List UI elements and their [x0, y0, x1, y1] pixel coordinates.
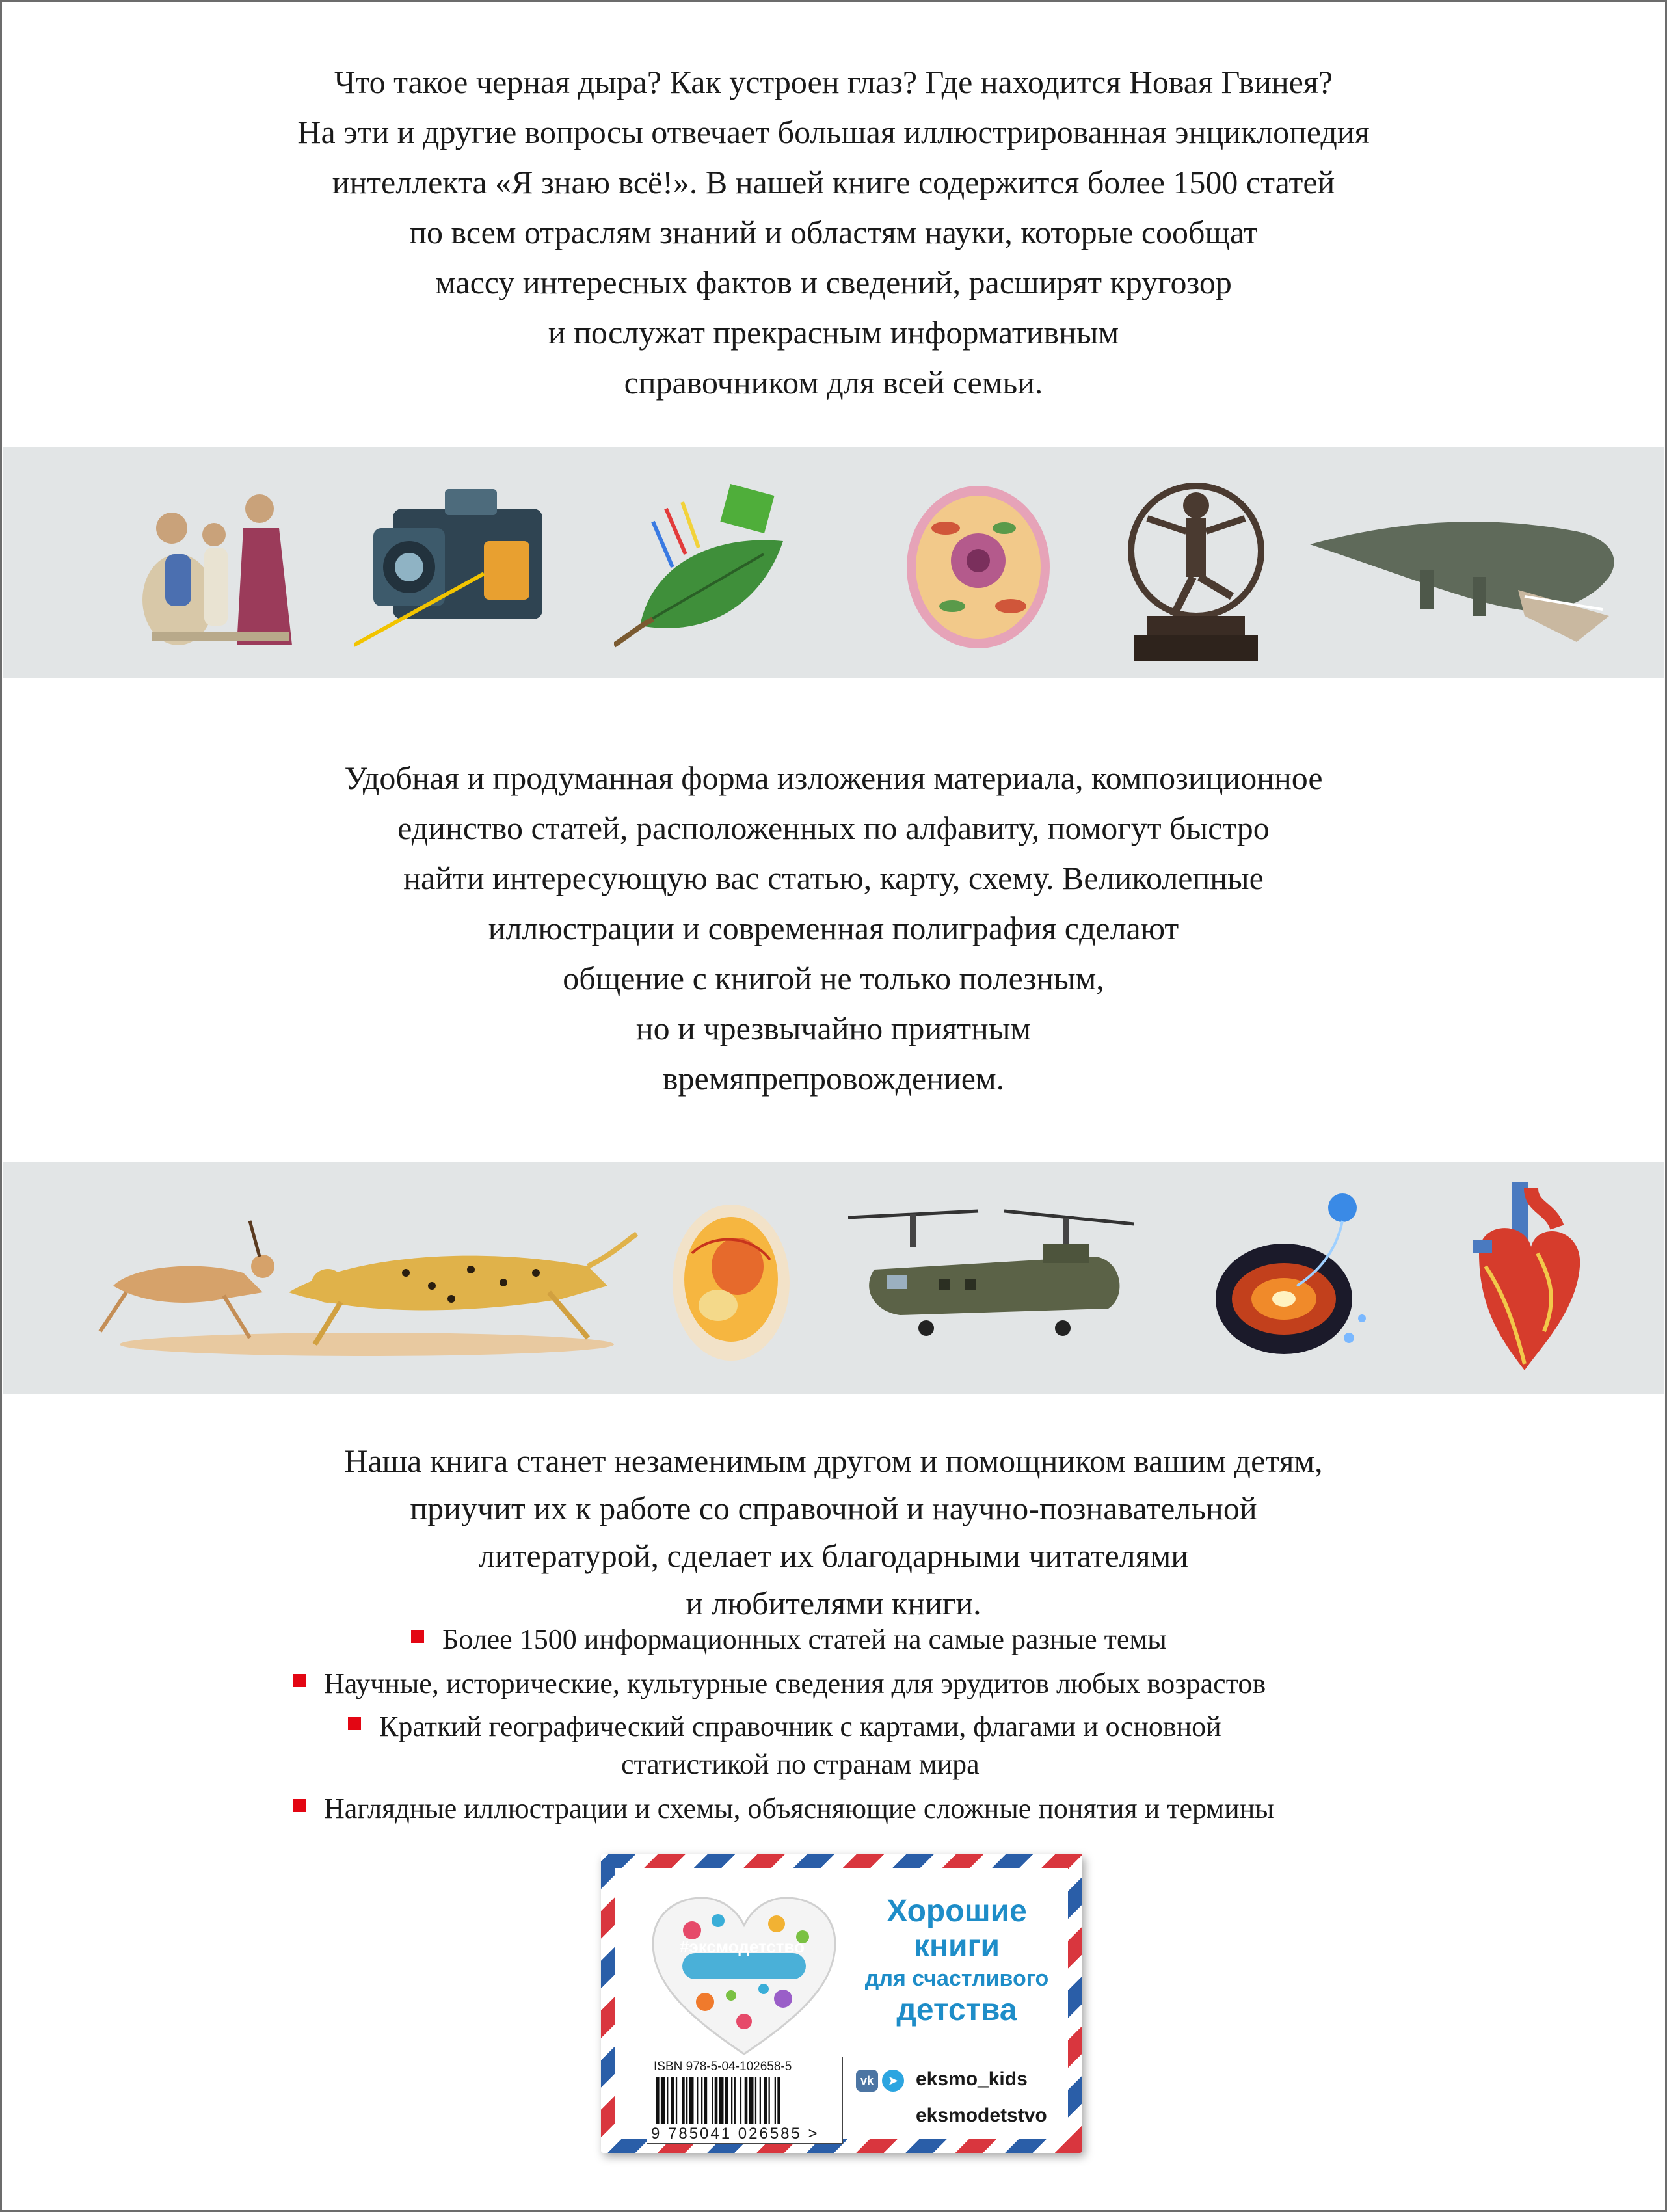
barcode-bar — [697, 2077, 698, 2124]
telegram-icon[interactable]: ➤ — [882, 2070, 904, 2092]
heart-illustration — [1460, 1182, 1596, 1377]
barcode-bar — [719, 2077, 724, 2124]
intro-line: На эти и другие вопросы отвечает большая иллюстрированная энциклопедия — [297, 114, 1370, 150]
middle-paragraph — [0, 753, 1667, 1104]
feature-text: Более 1500 информационных статей на самые разные темы — [442, 1623, 1167, 1655]
camera-cutaway-illustration — [354, 483, 562, 652]
barcode-icon — [654, 2077, 836, 2124]
closing-line: Наша книга станет незаменимым другом и помощником вашим детям, — [344, 1443, 1323, 1479]
barcode-bar — [689, 2077, 694, 2124]
closing-paragraph — [0, 1437, 1667, 1627]
illustration-band-bottom — [3, 1162, 1664, 1394]
barcode-bar — [745, 2077, 748, 2124]
intro-paragraph — [0, 57, 1667, 408]
barcode-bar — [686, 2077, 687, 2124]
barcode-bar — [712, 2077, 713, 2124]
cell-illustration — [900, 483, 1056, 652]
leaf-photosynthesis-illustration — [614, 483, 803, 652]
barcode-number: 9 785041 026585 > — [651, 2125, 820, 2142]
ancient-romans-illustration — [139, 483, 302, 652]
bullet-square-icon — [293, 1799, 306, 1812]
middle-line: времяпрепровождением. — [662, 1060, 1005, 1097]
barcode-bar — [769, 2077, 770, 2124]
card-body — [615, 1868, 1068, 2142]
barcode-bar — [731, 2077, 732, 2124]
intro-line: интеллекта «Я знаю всё!». В нашей книге содержится более 1500 статей — [332, 164, 1335, 200]
hashtag-label: #эксмодетство — [679, 1937, 805, 1956]
social-handle[interactable]: eksmo_kids — [916, 2068, 1028, 2090]
galaxy-illustration — [1212, 1188, 1375, 1370]
bullet-square-icon — [348, 1717, 361, 1730]
slogan — [856, 1894, 1058, 2028]
intro-line: массу интересных фактов и сведений, расширят кругозор — [435, 264, 1232, 300]
feature-item — [324, 1665, 1266, 1703]
barcode-bar — [667, 2077, 668, 2124]
barcode-bar — [734, 2077, 736, 2124]
middle-line: иллюстрации и современная полиграфия сделают — [488, 910, 1179, 946]
vk-icon[interactable]: vk — [856, 2070, 878, 2092]
middle-line: но и чрезвычайно приятным — [635, 1010, 1032, 1046]
crocodile-illustration — [1303, 486, 1629, 648]
slogan-line: детства — [896, 1993, 1017, 2027]
helicopter-illustration — [848, 1198, 1134, 1348]
bullet-square-icon — [411, 1630, 424, 1643]
feature-item — [379, 1708, 1221, 1783]
middle-line: Удобная и продуманная форма изложения материала, композиционное — [344, 760, 1323, 796]
barcode-bar — [764, 2077, 767, 2124]
middle-line: найти интересующую вас статью, карту, схему. Великолепные — [403, 860, 1264, 896]
barcode-bar — [656, 2077, 660, 2124]
barcode-bar — [661, 2077, 665, 2124]
intro-line: справочником для всей семьи. — [624, 364, 1043, 401]
shiva-statue-illustration — [1121, 453, 1271, 668]
social-links — [856, 2068, 1064, 2126]
barcode-bar — [749, 2077, 754, 2124]
feature-text: Научные, исторические, культурные сведения для эрудитов любых возрастов — [324, 1668, 1266, 1699]
intro-line: по всем отраслям знаний и областям науки, которые сообщат — [409, 214, 1258, 250]
feature-item — [324, 1790, 1274, 1828]
barcode-bar — [755, 2077, 756, 2124]
heart-logo-icon — [647, 1891, 842, 2060]
site-handle[interactable]: eksmodetstvo — [916, 2105, 1047, 2126]
middle-line: общение с книгой не только полезным, — [563, 960, 1104, 996]
barcode-bar — [760, 2077, 761, 2124]
isbn-block — [647, 2057, 843, 2144]
feature-text: Краткий географический справочник с картами, флагами и основной — [379, 1711, 1221, 1742]
barcode-bar — [701, 2077, 702, 2124]
barcode-bar — [704, 2077, 708, 2124]
isbn-text: ISBN 978-5-04-102658-5 — [654, 2060, 792, 2073]
slogan-line: книги — [913, 1929, 1000, 1964]
cheetah-gazelle-illustration — [94, 1195, 640, 1364]
intro-line: и послужат прекрасным информативным — [548, 314, 1119, 351]
barcode-bar — [682, 2077, 685, 2124]
slogan-line: Хорошие — [887, 1894, 1027, 1928]
barcode-bar — [775, 2077, 776, 2124]
intro-line: Что такое черная дыра? Как устроен глаз? Где находится Новая Гвинея? — [334, 64, 1333, 100]
barcode-bar — [725, 2077, 728, 2124]
bullet-square-icon — [293, 1674, 306, 1687]
barcode-bar — [740, 2077, 741, 2124]
barcode-bar — [715, 2077, 718, 2124]
feature-item — [442, 1621, 1167, 1659]
barcode-bar — [671, 2077, 674, 2124]
egg-embryo-illustration — [666, 1195, 796, 1364]
barcode-bar — [777, 2077, 780, 2124]
closing-line: литературой, сделает их благодарными читателями — [478, 1538, 1189, 1574]
slogan-line: для счастливого — [864, 1966, 1049, 1991]
closing-line: приучит их к работе со справочной и научно-познавательной — [410, 1490, 1257, 1526]
feature-text-continued: статистикой по странам мира — [621, 1748, 980, 1780]
illustration-band-top — [3, 447, 1664, 678]
publisher-card — [601, 1854, 1082, 2153]
feature-text: Наглядные иллюстрации и схемы, объясняющие сложные понятия и термины — [324, 1792, 1274, 1824]
barcode-bar — [676, 2077, 677, 2124]
closing-line: и любителями книги. — [686, 1585, 981, 1621]
middle-line: единство статей, расположенных по алфавиту, помогут быстро — [397, 810, 1270, 846]
